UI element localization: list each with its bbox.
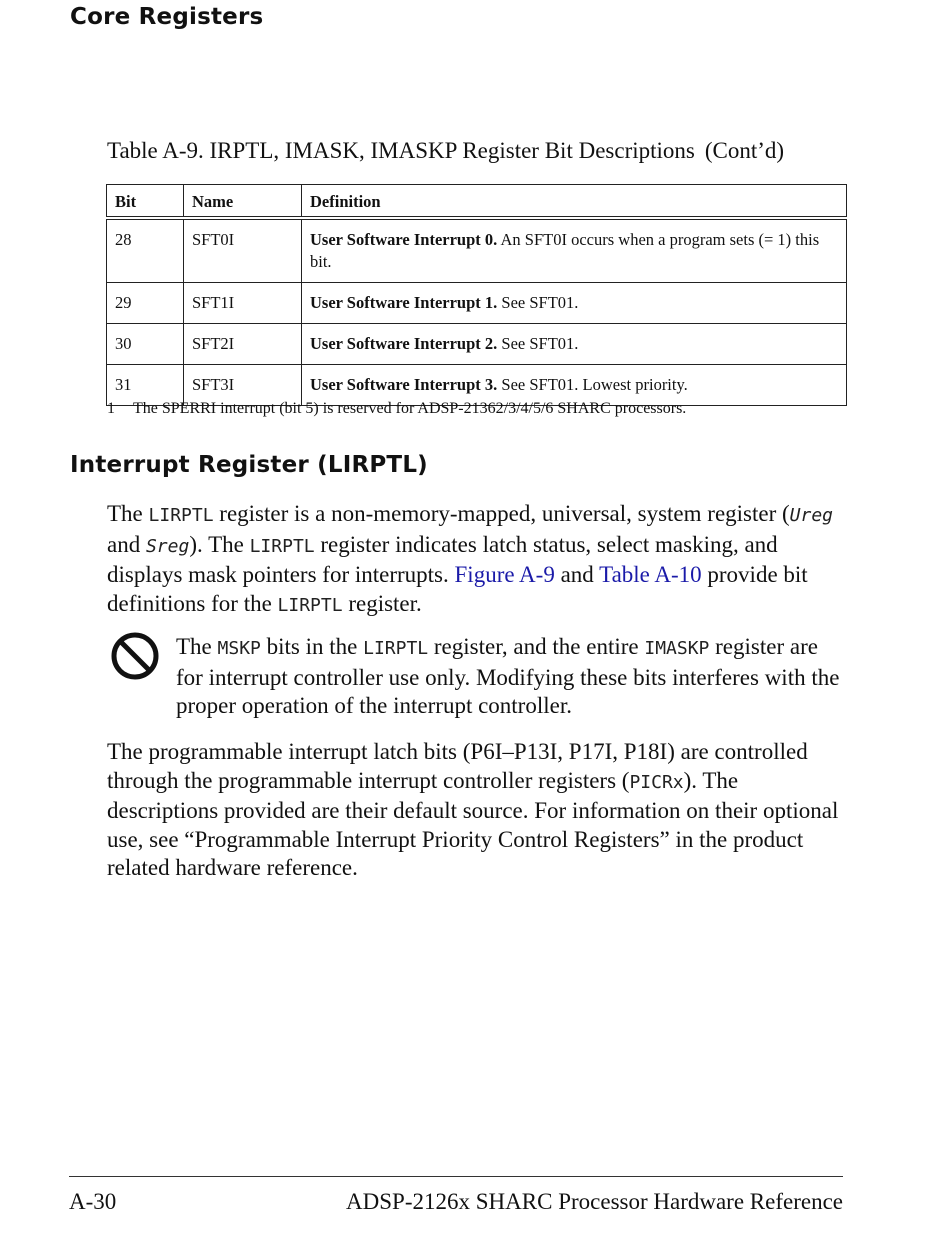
caution-note	[176, 633, 848, 721]
text-run: The programmable interrupt latch bits (P6I–P13I, P17I, P18I) are controlled through the programmable interrupt controller registers (	[107, 739, 808, 793]
register-bit-table	[106, 184, 847, 406]
footnote-text: The SPERRI interrupt (bit 5) is reserved for ADSP-21362/3/4/5/6 SHARC processors.	[133, 400, 687, 417]
table-row	[107, 218, 847, 283]
table-row	[107, 323, 847, 364]
register-name-code: LIRPTL	[148, 505, 214, 526]
latch-bits-paragraph	[107, 738, 847, 883]
footer-rule	[69, 1176, 843, 1177]
section-heading: Interrupt Register (LIRPTL)	[70, 452, 428, 478]
definition-title-punct: .	[493, 374, 498, 394]
register-type-code: Sreg	[145, 535, 190, 557]
text-run: and	[107, 531, 146, 557]
header-definition: Definition	[302, 185, 847, 218]
no-entry-icon	[110, 631, 160, 681]
cell-name: SFT1I	[184, 282, 302, 323]
definition-text: See SFT01.	[497, 333, 579, 353]
text-run: register indicates latch status, select masking, and displays mask pointers for interrupts.	[107, 531, 778, 588]
table-caption	[107, 138, 784, 164]
text-run: register is a non-memory-mapped, universal, system register (	[213, 501, 790, 526]
text-run: bits in the	[260, 634, 364, 659]
definition-text: See SFT01. Lowest priority.	[497, 374, 688, 394]
page-number: A-30	[69, 1189, 117, 1214]
text-run: register.	[342, 590, 422, 616]
figure-a9-link[interactable]: Figure A-9	[454, 562, 555, 588]
table-caption-title: Table A-9. IRPTL, IMASK, IMASKP Register Bit Descriptions	[107, 138, 695, 163]
cell-bit: 30	[107, 323, 184, 364]
table-a10-link[interactable]: Table A-10	[599, 562, 702, 588]
definition-text: An SFT0I occurs when a program sets (= 1) this bit.	[310, 229, 820, 271]
definition-title: User Software Interrupt 1	[310, 292, 494, 312]
cell-name: SFT3I	[184, 364, 302, 405]
cell-definition	[302, 282, 847, 323]
definition-title-punct: .	[493, 333, 498, 353]
table-header-row	[107, 185, 847, 218]
cell-bit: 28	[107, 218, 184, 283]
running-head: Core Registers	[70, 4, 264, 30]
text-run: and	[554, 562, 600, 588]
text-run: register are for interrupt controller use only. Modifying these bits interferes with the proper operation of the interrupt controller.	[176, 634, 840, 719]
footnote-number: 1	[107, 400, 115, 417]
definition-title-punct: .	[493, 292, 498, 312]
cell-definition	[302, 323, 847, 364]
table-row	[107, 364, 847, 405]
definition-title: User Software Interrupt 0	[310, 229, 494, 249]
cell-bit: 29	[107, 282, 184, 323]
text-run: The	[107, 501, 149, 526]
text-run: ). The descriptions provided are their default source. For information on their optional use, see “Programmable Interrupt Priority Control Registers” in the product related hardware reference.	[107, 767, 839, 881]
register-name-code: LIRPTL	[249, 535, 315, 557]
register-type-code: Ureg	[789, 505, 834, 526]
table-caption-continued: (Cont’d)	[704, 138, 785, 163]
text-run: register, and the entire	[428, 634, 645, 659]
cell-definition	[302, 218, 847, 283]
register-name-code: LIRPTL	[277, 594, 343, 616]
document-title: ADSP-2126x SHARC Processor Hardware Reference	[346, 1189, 843, 1214]
definition-title-punct: .	[493, 229, 498, 249]
register-name-code: IMASKP	[644, 638, 710, 659]
text-run: provide bit definitions for the	[107, 562, 808, 616]
cell-bit: 31	[107, 364, 184, 405]
register-name-code: MSKP	[217, 638, 261, 659]
table-row	[107, 282, 847, 323]
cell-name: SFT0I	[184, 218, 302, 283]
register-name-code: LIRPTL	[363, 638, 429, 659]
register-name-code: PICRx	[629, 771, 684, 793]
cell-name: SFT2I	[184, 323, 302, 364]
header-name: Name	[184, 185, 302, 218]
text-run: The	[176, 634, 218, 659]
lirptl-intro-paragraph	[107, 500, 847, 620]
table-footnote	[107, 400, 686, 418]
definition-title: User Software Interrupt 3	[310, 374, 494, 394]
definition-text: See SFT01.	[497, 292, 579, 312]
cell-definition	[302, 364, 847, 405]
header-bit: Bit	[107, 185, 184, 218]
definition-title: User Software Interrupt 2	[310, 333, 494, 353]
text-run: ). The	[189, 531, 250, 557]
